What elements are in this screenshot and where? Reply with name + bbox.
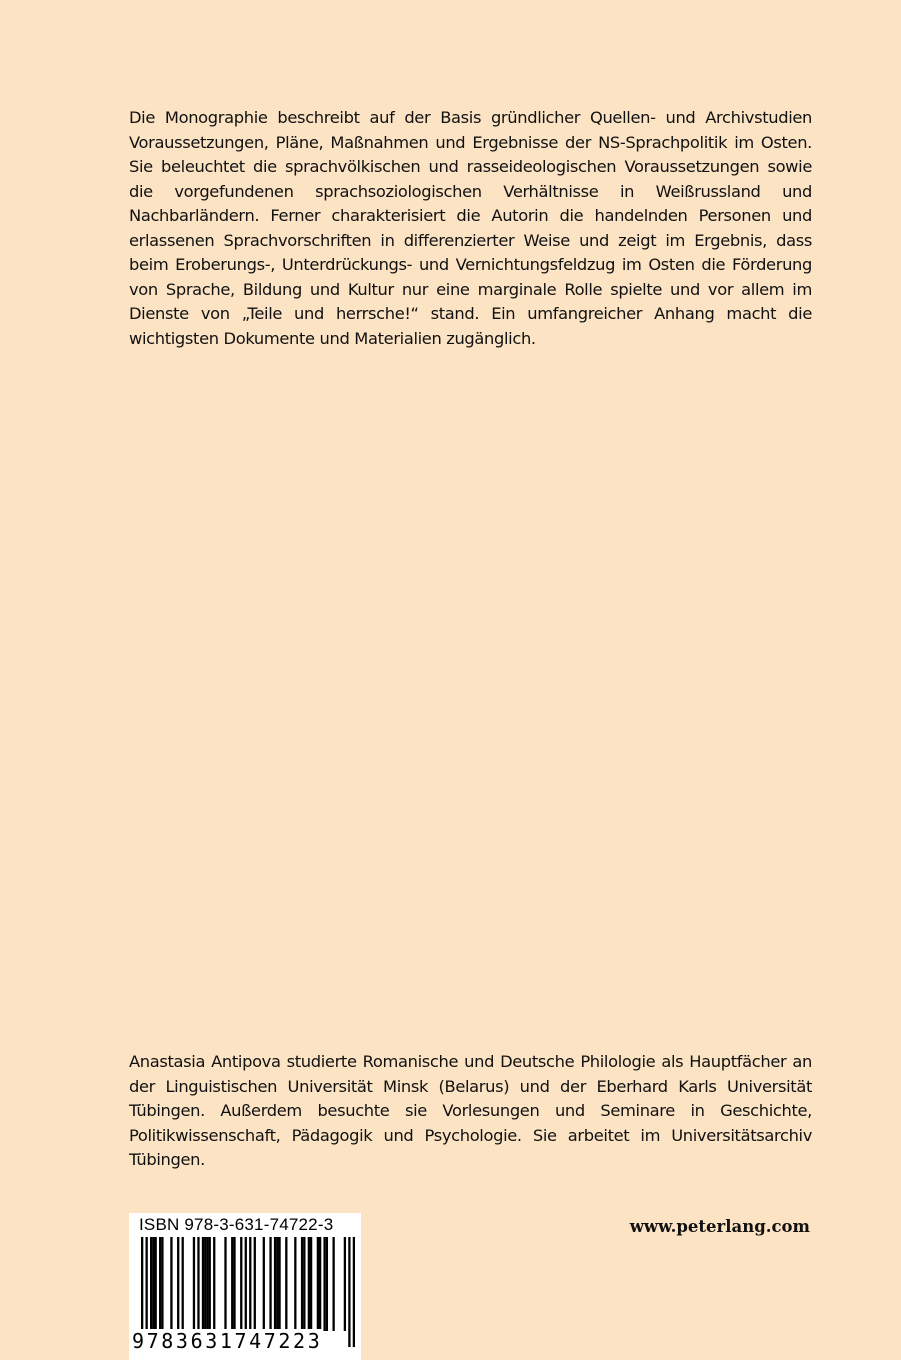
- barcode-bar: [233, 1237, 235, 1331]
- barcode-bar: [269, 1237, 271, 1331]
- barcode-bar: [193, 1237, 195, 1331]
- barcode-bar: [150, 1237, 152, 1331]
- isbn-label: ISBN 978-3-631-74722-3: [139, 1215, 334, 1234]
- barcode-bar: [323, 1237, 325, 1331]
- book-blurb: Die Monographie beschreibt auf der Basis gründlicher Quellen- und Archivstudien Voraussetzungen, Pläne, Maßnahmen und Ergebnisse der NS-Sprachpolitik im Osten. Sie beleuchtet die sprachvölkischen und rasseideologischen Voraussetzungen sowie die vorgefundenen sprachsoziologischen Verhältnisse in Weißrussland und Nachbarländern. Ferner charakterisiert die Autorin die handelnden Personen und erlassenen Sprachvorschriften in differenzierter Weise und zeigt im Ergebnis, dass beim Eroberungs-, Unterdrückungs- und Vernichtungsfeldzug im Osten die Förderung von Sprache, Bildung und Kultur nur eine marginale Rolle spielte und vor allem im Dienste von „Teile und herrsche!“ stand. Ein umfangreicher Anhang macht die wichtigsten Dokumente und Materialien zugänglich.: [129, 108, 812, 348]
- barcode-bar: [231, 1237, 233, 1331]
- barcode-digits: [131, 1329, 359, 1353]
- author-bio: Anastasia Antipova studierte Romanische und Deutsche Philologie als Hauptfächer an der Linguistischen Universität Minsk (Belarus) und der Eberhard Karls Universität Tübingen. Außerdem besuchte sie Vorlesungen und Seminare in Geschichte, Politikwissenschaft, Pädagogik und Psychologie. Sie arbeitet im Universitätsarchiv Tübingen.: [129, 1052, 812, 1169]
- barcode-bar: [170, 1237, 172, 1331]
- barcode-bar: [213, 1237, 215, 1331]
- barcode-bar: [224, 1237, 226, 1331]
- barcode-bar: [263, 1237, 265, 1331]
- barcode-bar: [319, 1237, 321, 1331]
- barcode-bar: [317, 1237, 319, 1331]
- barcode-bar: [182, 1237, 184, 1331]
- barcode-bar: [274, 1237, 276, 1331]
- barcode-bar: [326, 1237, 328, 1331]
- barcode-bar: [197, 1237, 199, 1331]
- barcode-bar: [204, 1237, 206, 1331]
- barcode-bar: [344, 1237, 346, 1331]
- barcode-bar: [155, 1237, 157, 1331]
- barcode-bar: [159, 1237, 161, 1331]
- barcode-bar: [161, 1237, 163, 1331]
- barcode-bar: [206, 1237, 208, 1331]
- barcode-bar: [202, 1237, 204, 1331]
- barcode-bar: [240, 1237, 242, 1331]
- barcode-bar: [332, 1237, 334, 1331]
- publisher-url[interactable]: www.peterlang.com: [629, 1217, 810, 1236]
- barcode-bar: [276, 1237, 278, 1331]
- barcode-digit-text: 9783631747223: [132, 1329, 323, 1353]
- barcode-bar: [152, 1237, 154, 1331]
- barcode-bar: [209, 1237, 211, 1331]
- barcode-bar: [254, 1237, 256, 1331]
- barcode-bar: [310, 1237, 312, 1331]
- barcode-bar: [177, 1237, 179, 1331]
- barcode-bar: [303, 1237, 305, 1331]
- isbn-barcode: [129, 1213, 361, 1360]
- barcode-bar: [301, 1237, 303, 1331]
- barcode-bar: [294, 1237, 296, 1331]
- barcode-bar: [278, 1237, 280, 1331]
- barcode-bar: [308, 1237, 310, 1331]
- barcode-bar: [285, 1237, 287, 1331]
